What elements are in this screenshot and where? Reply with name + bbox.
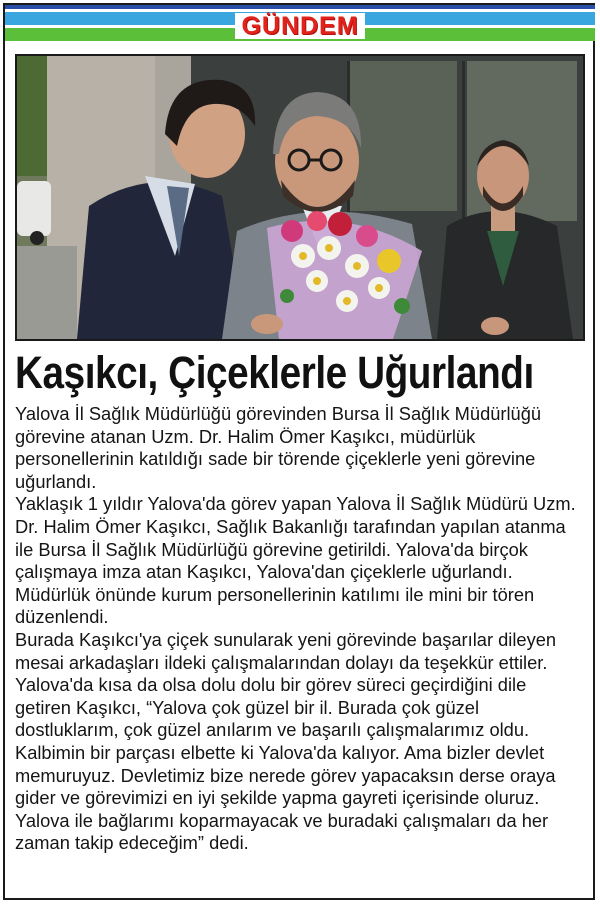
article-paragraph: Yalova İl Sağlık Müdürlüğü görevinden Bursa İl Sağlık Müdürlüğü görevine atanan Uzm. Dr. Halim Ömer Kaşıkcı, müdürlük personellerinin katıldığı sade bir törende çiçeklerle yeni görevine uğurlandı. bbox=[15, 403, 542, 492]
article-paragraph: Yaklaşık 1 yıldır Yalova'da görev yapan Yalova İl Sağlık Müdürü Uzm. Dr. Halim Ömer Kaşıkcı, Sağlık Bakanlığı tarafından yapılan atanma ile Bursa İl Sağlık Müdürlüğü görevine getirildi. Yalova'da birçok çalışmaya imza atan Kaşıkcı, Yalova'dan çiçeklerle uğurlandı. Müdürlük önünde kurum personellerinin katılımı ile mini bir tören düzenlendi. bbox=[15, 493, 576, 628]
article-paragraph: Burada Kaşıkcı'ya çiçek sunularak yeni görevinde başarılar dileyen mesai arkadaşları ildeki çalışmalarından dolayı da teşekkür ettiler. Yalova'da kısa da olsa dolu dolu bir görev süreci geçirdiğini dile getiren Kaşıkcı, “Yalova çok güzel bir il. Burada çok güzel dostluklarım, çok güzel anılarım ve başarılı çalışmalarımız oldu. Kalbimin bir parçası elbette ki Yalova'da kalıyor. Ama bizler devlet memuruyuz. Devletimiz bize nerede görev yapacaksın derse oraya gider ve görevimizi en iyi şekilde yapma gayreti içerisinde oluruz. Yalova ile bağlarımı koparmayacak ve buradaki çalışmaları da her zaman takip edeceğim” dedi. bbox=[15, 628, 557, 854]
section-label: GÜNDEM bbox=[235, 13, 364, 39]
article-body bbox=[15, 403, 587, 855]
news-photo bbox=[15, 54, 585, 341]
section-band bbox=[5, 5, 595, 41]
article-headline: Kaşıkcı, Çiçeklerle Uğurlandı bbox=[15, 347, 534, 398]
